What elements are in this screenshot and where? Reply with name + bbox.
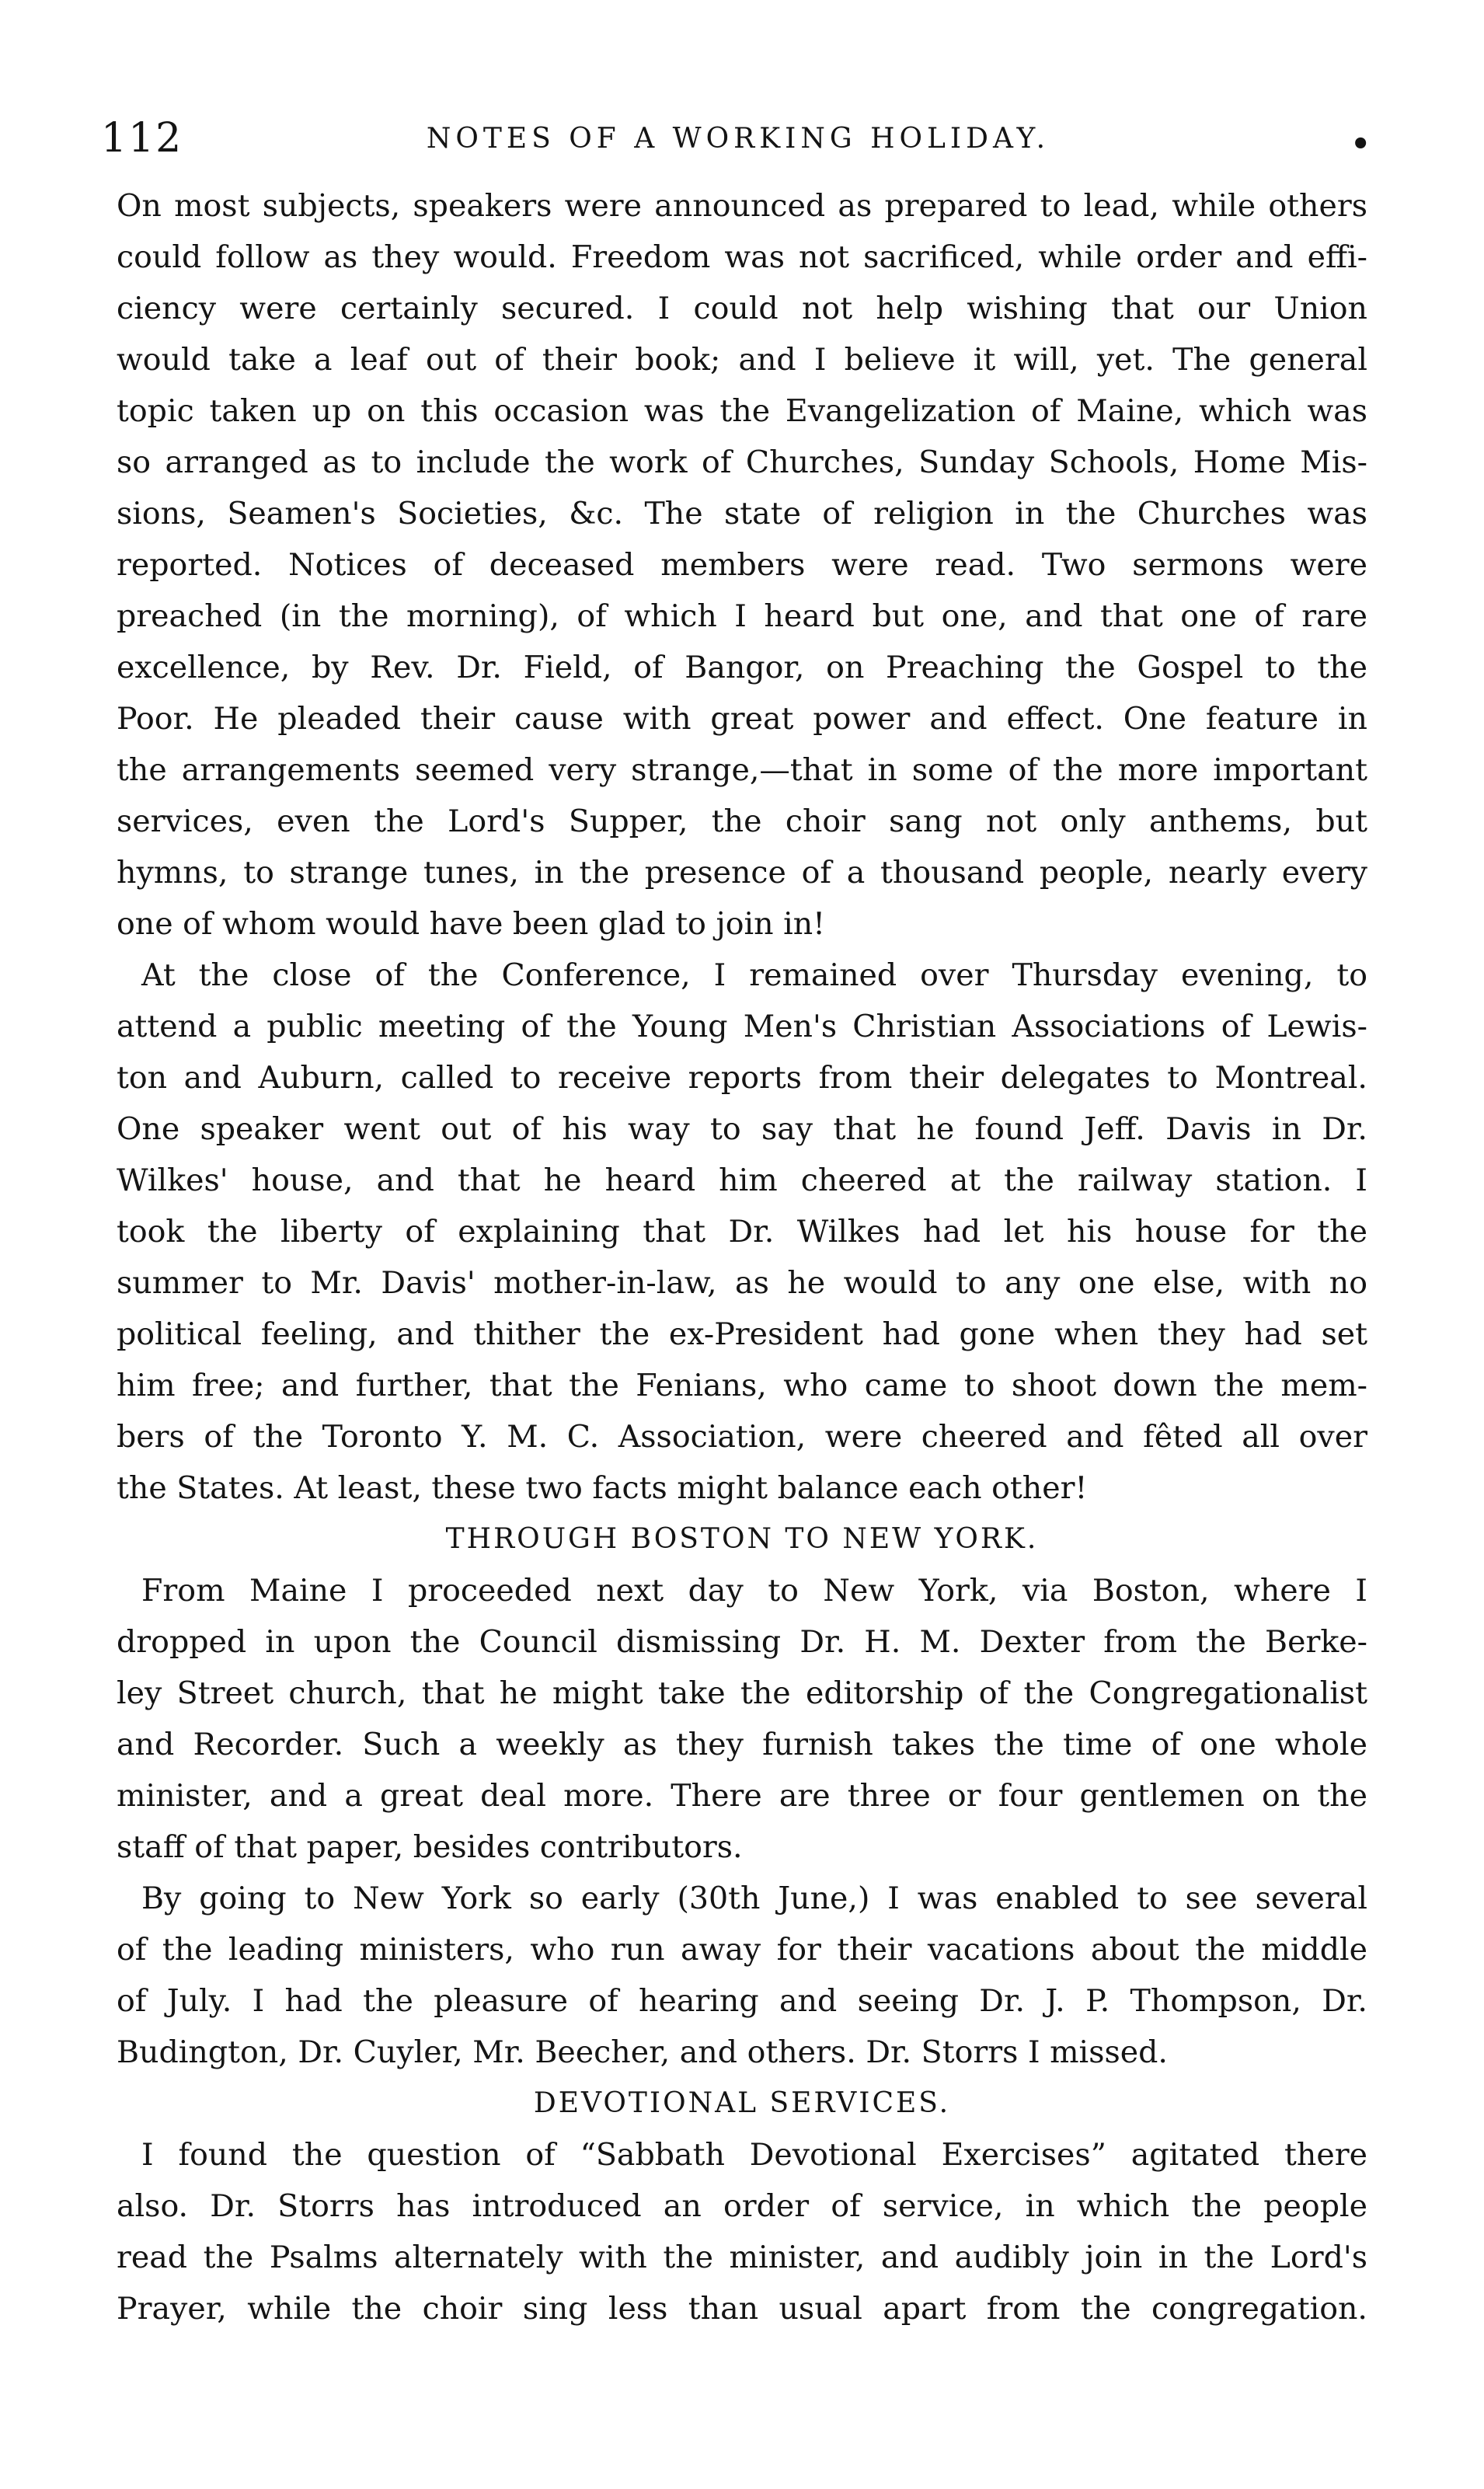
paragraph-boston-council [117, 1565, 1367, 1873]
text-line: Prayer, while the choir sing less than usual apart from the congregation. [117, 2291, 1367, 2327]
paragraph-new-york-ministers [117, 1873, 1367, 2078]
text-line: of July. I had the pleasure of hearing and seeing Dr. J. P. Thompson, Dr. [117, 1983, 1367, 2019]
text-line: Wilkes' house, and that he heard him cheered at the railway station. I [117, 1163, 1367, 1198]
text-line: of the leading ministers, who run away for their vacations about the middle [117, 1932, 1367, 1968]
text-line: bers of the Toronto Y. M. C. Association, were cheered and fêted all over [117, 1419, 1367, 1455]
text-line: summer to Mr. Davis' mother-in-law, as he would to any one else, with no [117, 1265, 1367, 1301]
text-line: one of whom would have been glad to join in! [117, 906, 826, 942]
text-line: hymns, to strange tunes, in the presence of a thousand people, nearly every [117, 855, 1367, 891]
text-line: From Maine I proceeded next day to New York, via Boston, where I [141, 1573, 1367, 1609]
text-line: ley Street church, that he might take the editorship of the Congregationalist [117, 1675, 1367, 1711]
text-line: excellence, by Rev. Dr. Field, of Bangor, on Preaching the Gospel to the [117, 650, 1367, 685]
text-line: topic taken up on this occasion was the Evangelization of Maine, which was [117, 393, 1367, 429]
text-line: and Recorder. Such a weekly as they furnish takes the time of one whole [117, 1727, 1367, 1762]
paragraph-devotional-exercises [117, 2129, 1367, 2334]
section-heading-devotional: DEVOTIONAL SERVICES. [533, 2087, 951, 2119]
text-line: At the close of the Conference, I remained over Thursday evening, to [141, 957, 1367, 993]
text-line: also. Dr. Storrs has introduced an order of service, in which the people [117, 2188, 1367, 2224]
paragraph-conference [117, 180, 1367, 950]
running-head: NOTES OF A WORKING HOLIDAY. [426, 123, 1050, 155]
text-line: the arrangements seemed very strange,—that in some of the more important [117, 752, 1367, 788]
text-line: the States. At least, these two facts might balance each other! [117, 1470, 1088, 1506]
text-line: attend a public meeting of the Young Men's Christian Associations of Lewis- [117, 1009, 1367, 1044]
text-line: would take a leaf out of their book; and I believe it will, yet. The general [117, 342, 1367, 378]
text-line: Budington, Dr. Cuyler, Mr. Beecher, and others. Dr. Storrs I missed. [117, 2034, 1168, 2070]
text-line: preached (in the morning), of which I heard but one, and that one of rare [117, 598, 1367, 634]
paragraph-lewiston-meeting [117, 950, 1367, 1514]
text-line: ton and Auburn, called to receive reports from their delegates to Montreal. [117, 1060, 1367, 1096]
text-line: minister, and a great deal more. There are three or four gentlemen on the [117, 1778, 1367, 1814]
header-dot: • [1350, 126, 1371, 162]
text-line: staff of that paper, besides contributors. [117, 1829, 743, 1865]
text-line: Poor. He pleaded their cause with great power and effect. One feature in [117, 701, 1367, 737]
text-line: services, even the Lord's Supper, the choir sang not only anthems, but [117, 804, 1367, 839]
page-header [101, 115, 1375, 169]
page-body [117, 180, 1367, 2334]
text-line: so arranged as to include the work of Churches, Sunday Schools, Home Mis- [117, 444, 1367, 480]
text-line: One speaker went out of his way to say that he found Jeff. Davis in Dr. [117, 1111, 1367, 1147]
text-line: read the Psalms alternately with the minister, and audibly join in the Lord's [117, 2240, 1367, 2275]
text-line: On most subjects, speakers were announced as prepared to lead, while others [117, 188, 1367, 224]
text-line: sions, Seamen's Societies, &c. The state of religion in the Churches was [117, 496, 1367, 532]
text-line: reported. Notices of deceased members were read. Two sermons were [117, 547, 1367, 583]
text-line: ciency were certainly secured. I could not help wishing that our Union [117, 291, 1367, 326]
text-line: I found the question of “Sabbath Devotional Exercises” agitated there [141, 2137, 1367, 2173]
text-line: political feeling, and thither the ex-President had gone when they had set [117, 1316, 1367, 1352]
text-line: dropped in upon the Council dismissing Dr. H. M. Dexter from the Berke- [117, 1624, 1367, 1660]
page-number: 112 [101, 115, 183, 162]
text-line: By going to New York so early (30th June,) I was enabled to see several [141, 1881, 1367, 1916]
section-heading-boston: THROUGH BOSTON TO NEW YORK. [445, 1523, 1039, 1555]
text-line: took the liberty of explaining that Dr. Wilkes had let his house for the [117, 1214, 1367, 1250]
text-line: him free; and further, that the Fenians, who came to shoot down the mem- [117, 1368, 1367, 1403]
text-line: could follow as they would. Freedom was not sacrificed, while order and effi- [117, 239, 1367, 275]
